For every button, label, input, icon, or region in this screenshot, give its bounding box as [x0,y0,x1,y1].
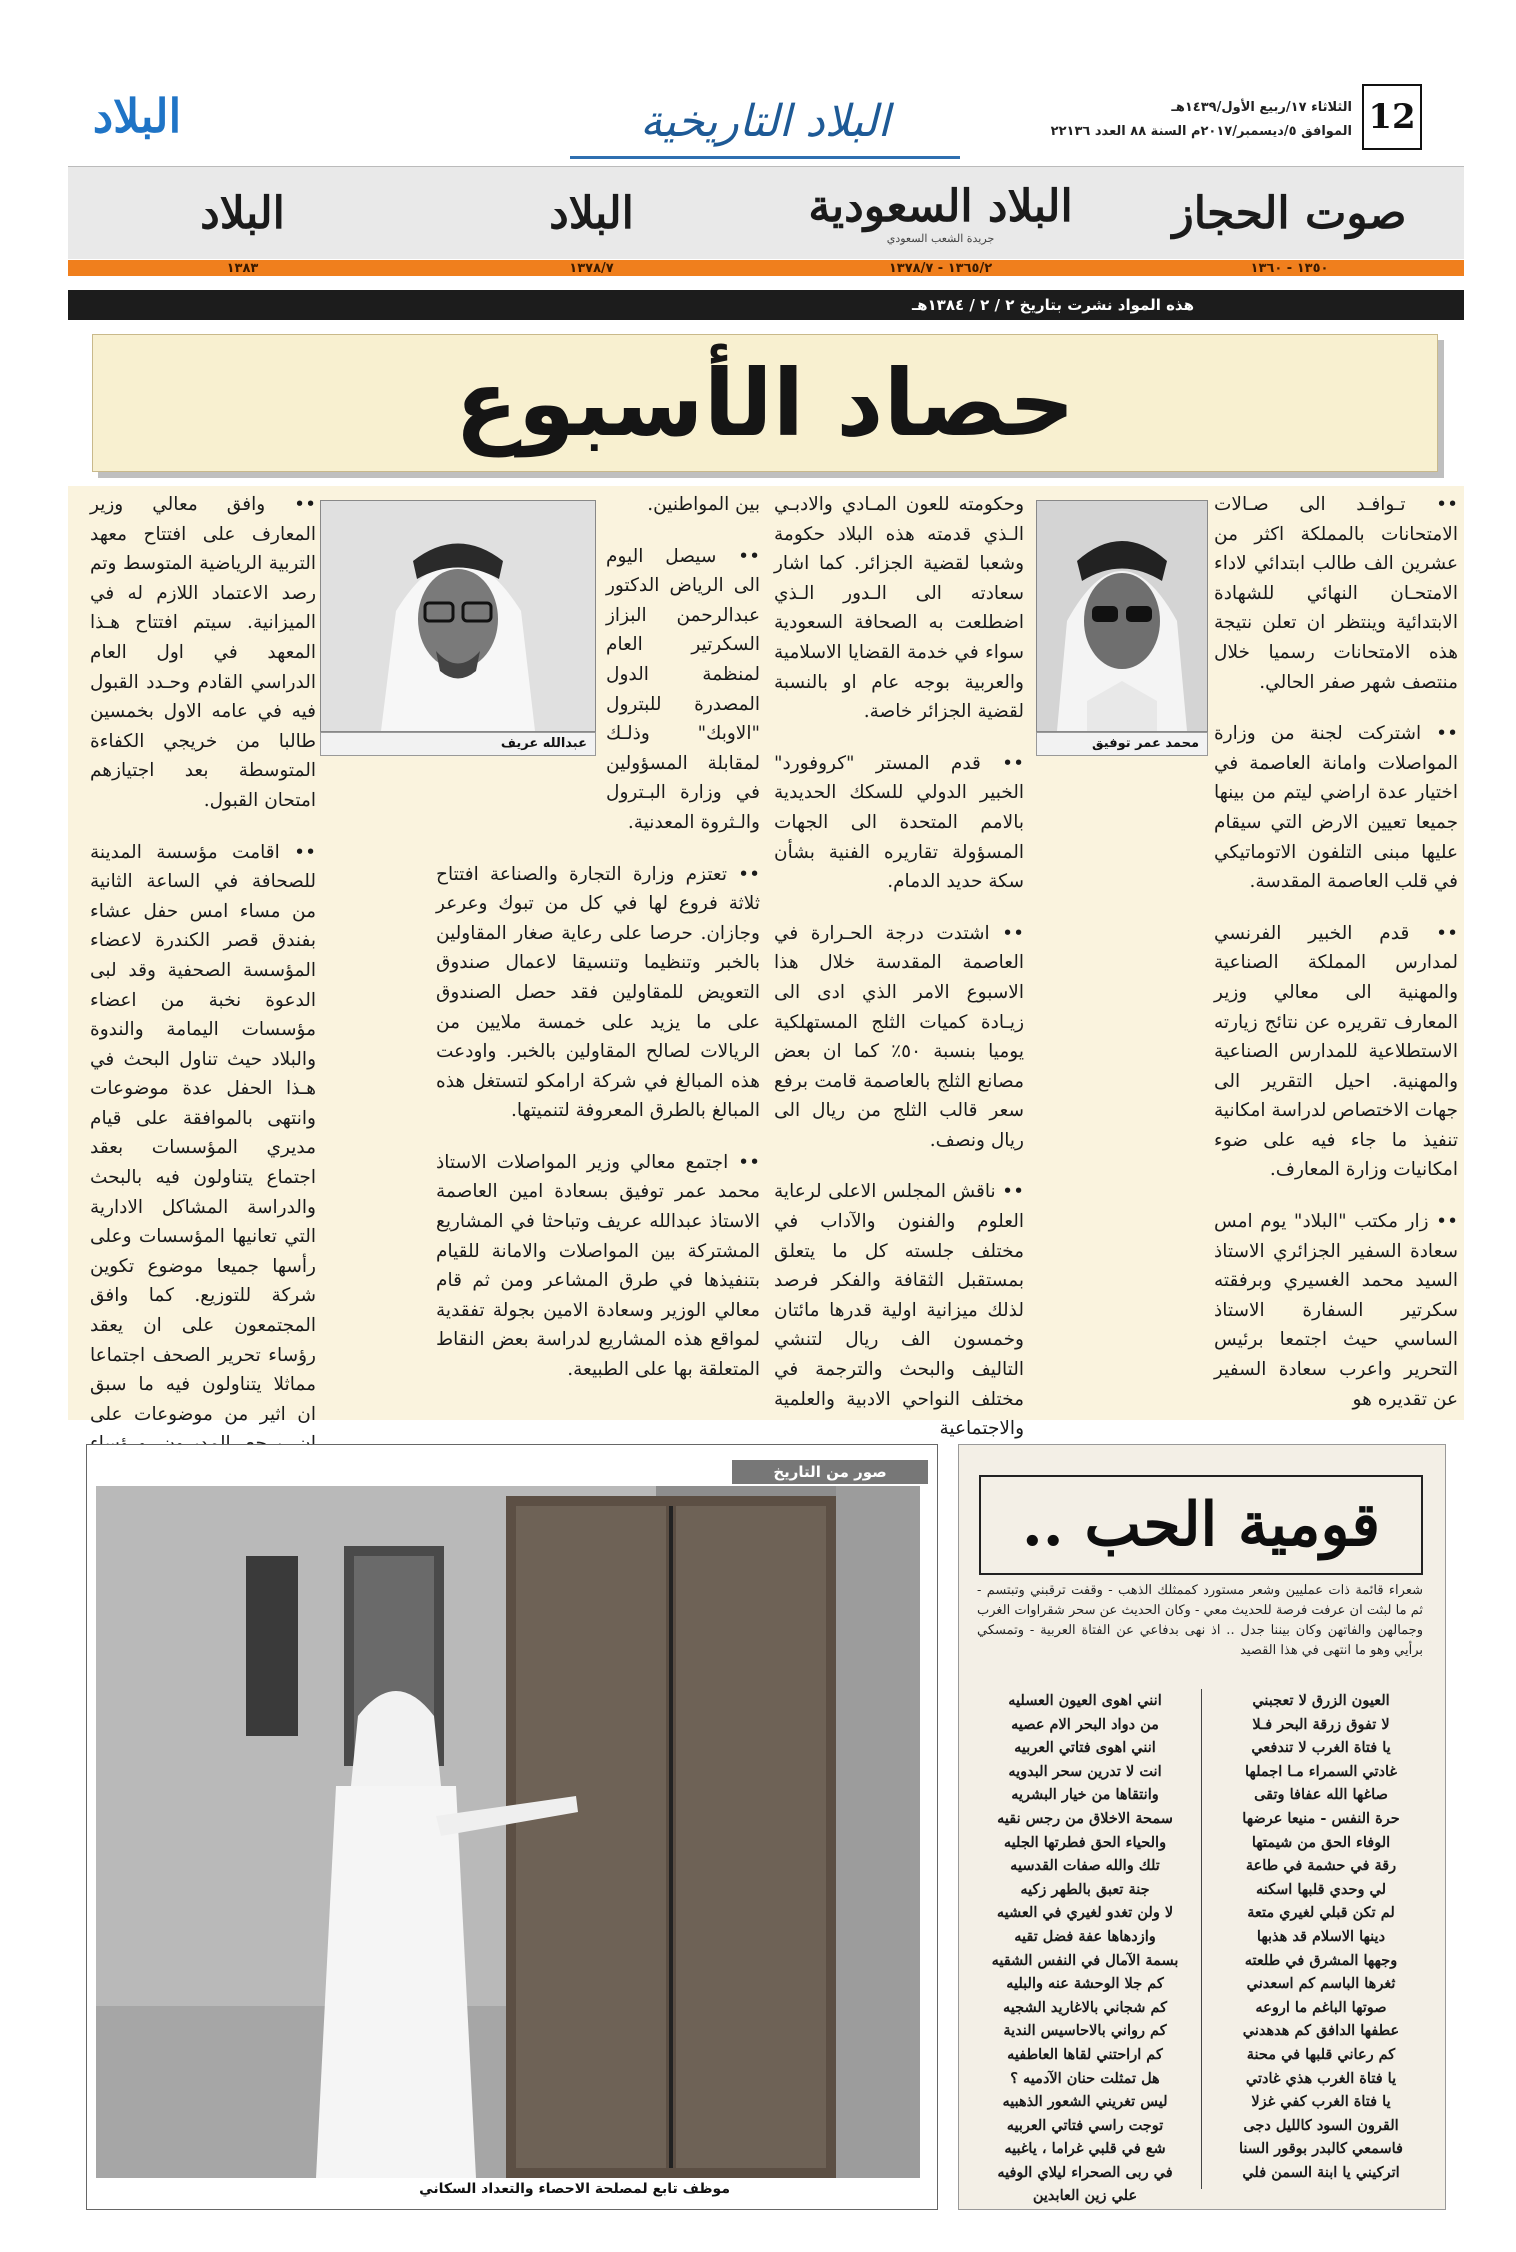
poem-verse: وجهها المشرق في طلعته [1244,1951,1398,1969]
supplement-title: البلاد التاريخية [570,86,960,159]
poem-verse: انني اهوى فتاتي العربيه [1014,1739,1156,1757]
poem-verse: يا فتاة الغرب كفي غزلا [1251,2093,1391,2111]
news-item: •• اشتركت لجنة من وزارة المواصلات وامانة العاصمة في اختيار عدة اراضي ليتم من بينها جميعا تعيين الارض التي سيقام عليها مبنى التلفون الاتوماتيكي في قلب العاصمة المقدسة. [1214,723,1458,893]
poem-verse: لي وحدي قلبها اسكنه [1255,1880,1387,1898]
poem-verse: كم رعاني قلبها في محنة [1246,2045,1396,2063]
masthead-date: ١٣٨٣ [226,260,259,276]
masthead-date: ١٣٧٨/٧ [569,260,614,276]
history-section-label: صور من التاريخ [732,1460,928,1484]
poem-author: علي زين العابدين [1032,2187,1138,2205]
poem-verse: دينها الاسلام قد هذبها [1256,1927,1386,1945]
photo-caption: عبدالله عريف [320,732,596,756]
poem-verse: يا فتاة الغرب لا تندفعي [1251,1739,1391,1757]
news-item: •• اشتدت درجة الحـرارة في العاصمة المقدسة خلال هذا الاسبوع الامر الذي ادى الى زيـادة كميات الثلج المستهلكية يوميا بنسبة ٥٠٪ كما ان بعض مصانع الثلج بالعاصمة قامت برفع سعر قالب الثلج من ريال الى ريال ونصف. [774,922,1024,1151]
masthead-2: البلاد السعودية جريدة الشعب السعودي [808,181,1073,245]
poem-verse: لا تفوق زرقة البحر فـلا [1252,1715,1390,1733]
poem-title: قومية الحب .. [979,1475,1423,1575]
poem-verse: كم اراحتني لقاها العاطفيه [1007,2045,1163,2063]
page-number: 12 [1362,84,1422,150]
poem-verse: ثغرها الباسم كم اسعدني [1246,1975,1396,1993]
poem-verse: فاسمعي كالبدر بوقور السنا [1239,2140,1403,2158]
issue-date: الثلاثاء ١٧/ربيع الأول/١٤٣٩هـ [1171,100,1352,115]
poem-verse: في ربى الصحراء ليلاي الوفيه [997,2163,1173,2181]
mastheads-strip [68,166,1464,259]
poem-verse: من دواد البحر الام عصيه [1011,1715,1159,1733]
news-item: •• سيصل اليوم الى الرياض الدكتور عبدالرحمن البزاز السكرتير العام لمنظمة الدول المصدرة للبترول "الاوبك" وذلـك لمقابلة المسؤولين في وزارة البـترول والـثروة المعدنية. [606,545,760,833]
news-item: بين المواطنين. [647,494,760,515]
poem-verse: سمحة الاخلاق من رجس نقيه [997,1809,1173,1827]
history-photo-caption: موظف تابع لمصلحة الاحصاء والتعداد السكاني [96,2178,920,2200]
news-item: •• قدم الخبير الفرنسي لمدارس المملكة الصناعية والمهنية الى معالي وزير المعارف تقريره عن نتائج زيارته الاستطلاعية للمدارس الصناعية والمهنية. احيل التقرير الى جهات الاختصاص لدراسة امكانية تنفيذ ما جاء فيه على ضوء امكانيات وزارة المعارف. [1214,922,1458,1181]
news-item: •• وافق معالي وزير المعارف على افتتاح معهد التربية الرياضية المتوسط وتم رصد الاعتماد اللازم له في الميزانية. سيتم افتتاح هـذا المعهد في اول العام الدراسي القادم وحـدد القبول فيه في عامه الاول بخمسين طالبا من خريجي الكفاءة المتوسطة بعد اجتيازهم امتحان القبول. [90,494,316,811]
history-photo [96,1486,920,2178]
poem-verse: صاغها الله عفافا وتقى [1254,1786,1388,1804]
news-item: •• اجتمع معالي وزير المواصلات الاستاذ محمد عمر توفيق بسعادة امين العاصمة الاستاذ عبدالله عريف وتباحثا في المشاريع المشتركة بين المواصلات والامانة للقيام بتنفيذها في طرق المشاعر ومن ثم قام معالي الوزير وسعادة الامين بجولة تفقدية لمواقع هذه المشاريع لدراسة بعض النقاط المتعلقة بها على الطبيعة. [436,1151,760,1381]
poem-verse: كم شجاني بالاغاريد الشجيه [1002,1998,1167,2016]
poem-verse: جنة تعبق بالطهر زكيه [1020,1880,1150,1898]
poem-column-left [975,1689,1195,2208]
poem-verse: انت لا تدرين سحر البدويه [1008,1762,1162,1780]
poem-verse: صوتها الباغم ما اروعه [1255,1998,1387,2016]
news-item: •• زار مكتب "البلاد" يوم امس سعادة السفير الجزائري الاستاذ السيد محمد الغسيري وبرفقته سكرتير السفارة الاستاذ الساسي حيث اجتمعا برئيس التحرير واعرب سعادة السفير عن تقديره هو [1214,1211,1458,1410]
masthead-3: البلاد [549,187,634,239]
poem-verse: الوفاء الحق من شيمتها [1251,1833,1391,1851]
poem-verse: القرون السود كالليل دجى [1243,2116,1399,2134]
poem-verse: لا ولن تغدو لغيري في العشيه [996,1904,1174,1922]
masthead-dates-bar [68,260,1464,276]
poem-verse: ليس تغريني الشعور الذهبيه [1002,2093,1168,2111]
page-title: حصاد الأسبوع [455,349,1075,457]
poem-intro: شعراء قائمة ذات عمليين وشعر مستورد كممثلك الذهب - وقفت ترقبني وتبتسم - ثم ما لبثت ان عرفت فرصة للحديث معي - وكان الحديث عن سحر شقراوات الغرب وجمالهن والفاتهن وكان بيننا جدل .. اذ نهى بدفاعي عن الفتاة العربية - وتمسكي برأيي وهو ما انتهى في هذا القصيد [977,1583,1423,1658]
news-item: •• تعتزم وزارة التجارة والصناعة افتتاح ثلاثة فروع لها في كل من تبوك وعرعر وجازان. حرصا على رعاية صغار المقاولين بالخبر وتنظيما وتنسيقا لاعمال صندوق التعويض للمقاولين فقد حصل الصندوق على ما يزيد على خمسة ملايين من الريالات لصالح المقاولين بالخبر. واودعت هذه المبالغ في شركة ارامكو لتستغل هذه المبالغ بالطرق المعروفة لتنميتها. [436,863,760,1122]
news-item: •• اقامت مؤسسة المدينة للصحافة في الساعة الثانية من مساء امس حفل عشاء بفندق قصر الكندرة لاعضاء المؤسسة الصحفية وقد لبى الدعوة نخبة من اعضاء مؤسسات اليمامة والندوة والبلاد حيث تناول البحث في هـذا الحفل عدة موضوعات وانتهى بالموافقة على قيام مديري المؤسسات بعقد اجتماع يتناولون فيه بالبحث والدراسة المشاكل الادارية التي تعانيها المؤسسات وعلى رأسها جميعا موضوع تكوين شركة للتوزيع. كما وافق المجتمعون على ان يعقد رؤساء تحرير الصحف اجتماعا مماثلا يتناولون فيه ما سبق ان اثير من موضوعات على [90,841,316,1425]
title-box [92,334,1438,472]
article-column-1 [1214,490,1458,1436]
poem-verse: تلك والله صفات القدسيه [1010,1857,1160,1875]
news-item: •• ناقش المجلس الاعلى لرعاية العلوم والفنون والآداب في مختلف جلسته كل ما يتعلق بمستقبل الثقافة والفكر فرصد لذلك ميزانية اولية قدرها مائتان وخمسون الف ريال لتنشي التاليف والبحث والترجمة في مختلف النواحي الادبية والعلمية والاجتماعية [774,1181,1024,1440]
publication-notice: هذه المواد نشرت بتاريخ ٢ / ٢ / ١٣٨٤هـ [912,296,1194,314]
masthead-1: صوت الحجاز [1172,187,1407,239]
article-column-2 [774,490,1024,1466]
masthead-date: ١٣٥٠ - ١٣٦٠ [1250,260,1329,276]
poem-verse: رقة في حشمة في طاعة [1245,1857,1397,1875]
publication-notice-bar [68,290,1464,320]
poem-verse: كم جلا الوحشة عنه والبليه [1006,1975,1164,1993]
poem-clipping [958,1444,1446,2210]
portrait-photo [1036,500,1208,732]
poem-verse: حرة النفس - منيعا عرضها [1242,1809,1400,1827]
poem-verse: لم تكن قبلي لغيري متعة [1247,1904,1395,1922]
news-item: وحكومته للعون المـادي والادبـي الـذي قدمته هذه البلاد حكومة وشعبا لقضية الجزائر. كما اشار سعادته الى الـدور الـذي اضطلعت به الصحافة السعودية سواء في خدمة القضايا الاسلامية والعربية بوجه عام او بالنسبة لقضية الجزائر خاصة. [774,494,1024,723]
poem-verse: توجت راسي فتاتي العربيه [1006,2116,1164,2134]
poem-verse: غادتي السمراء مـا اجملها [1244,1762,1398,1780]
poem-verse: كم رواني بالاحاسيس الندية [1003,2022,1167,2040]
masthead-date: ١٣٦٥/٢ - ١٣٧٨/٧ [888,260,993,276]
issue-number: الموافق ٥/ديسمبر/٢٠١٧م السنة ٨٨ العدد ٢٢١٣٦ [1050,124,1352,139]
brand-logo: البلاد [92,89,182,143]
poem-column-right [1211,1689,1431,2184]
poem-verse: والحياء الحق فطرتها الجليه [1003,1833,1167,1851]
poem-verse: اتركيني يا ابنة السمن فلي [1242,2163,1400,2181]
poem-verse: بسمة الآمال في النفس الشقيه [991,1951,1179,1969]
poem-verse: انني اهوى العيون العسليه [1008,1692,1162,1709]
poem-verse: وانتقاها من خيار البشريه [1011,1786,1159,1804]
poem-verse: العيون الزرق لا تعجبني [1252,1692,1390,1709]
portrait-photo [320,500,596,732]
poem-verse: هل تمثلت حنان الآدميه ؟ [1010,2069,1160,2087]
poem-verse: عطفها الدافق كم هدهدني [1242,2022,1400,2040]
poem-divider [1201,1689,1202,2189]
masthead-4: البلاد [200,187,285,239]
article-body [68,486,1464,1440]
poem-verse: يا فتاة الغرب هذي غادتي [1245,2069,1397,2087]
poem-verse: وازدهاها عفة فضل تقيه [1014,1927,1156,1945]
news-item: •• تـوافـد الى صـالات الامتحانات بالمملكة اكثر من عشرين الف طالب ابتدائي لاداء الامتحـان النهائي للشهادة الابتدائية وينتظر ان تعلن نتيجة هذه الامتحانات رسميا خلال منتصف شهر صفر الحالي. [1214,494,1458,693]
photo-caption: محمد عمر توفيق [1036,732,1208,756]
poem-verse: شع في قلبي غراما ، ياغبيه [1004,2140,1166,2158]
news-item: •• قدم المستر "كروفورد" الخبير الدولي للسكك الحديدية بالامم المتحدة الى الجهات المسؤولة تقاريره الفنية بشأن سكة حديد الدمام. [774,752,1024,893]
